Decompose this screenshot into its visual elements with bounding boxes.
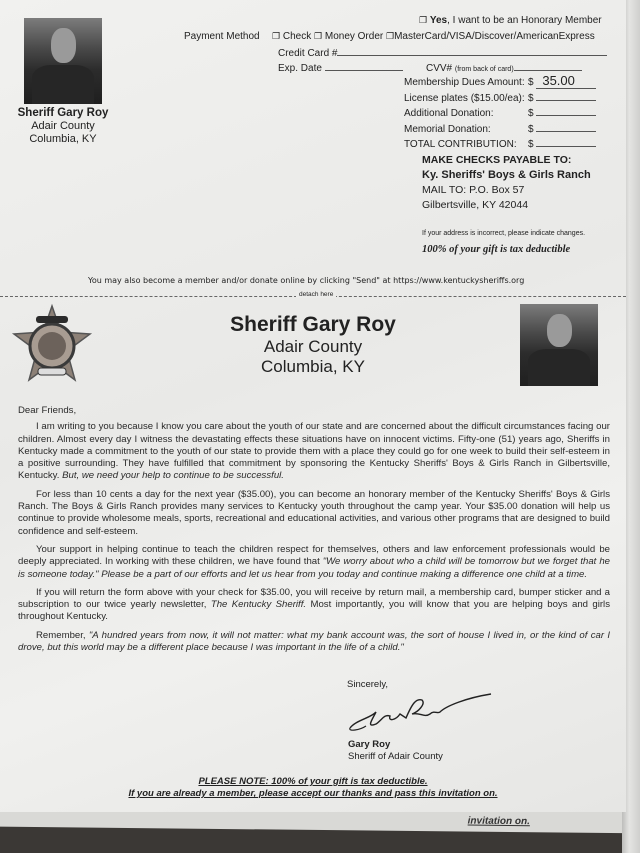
sender-name: Sheriff Gary Roy: [17, 107, 109, 119]
checkbox-icon: ❐: [272, 31, 281, 41]
payable-name: Ky. Sheriffs' Boys & Girls Ranch: [422, 169, 591, 181]
signer-block: [348, 739, 443, 763]
amount-label: Membership Dues Amount:: [404, 77, 525, 88]
tax-note: 100% of your gift is tax deductible: [422, 244, 571, 255]
checkbox-icon: ❐: [386, 31, 395, 41]
paragraph-4: [18, 587, 610, 624]
amount-value[interactable]: 35.00: [536, 75, 596, 89]
amount-label: Memorial Donation:: [404, 123, 491, 135]
cvv-note: (from back of card): [454, 66, 514, 73]
amount-label: Additional Donation:: [404, 108, 494, 119]
paragraph-5: [18, 630, 610, 655]
sender-city: Columbia, KY: [29, 133, 97, 145]
italic-text: But, we need your help to continue to be successful.: [62, 470, 284, 482]
text: Most importantly, you will know that you are helping boys and girls throughout Kentucky.: [18, 599, 610, 623]
heading-city: Columbia, KY: [261, 357, 365, 376]
payable-heading: MAKE CHECKS PAYABLE TO:: [422, 154, 572, 166]
credit-card-field[interactable]: [278, 46, 607, 59]
sheriff-photo-letter: [520, 304, 598, 386]
checkbox-icon: ❐: [314, 31, 323, 41]
online-donate-note: You may also become a member and/or donate online by clicking "Send" at https://www.kentuckysheriffs.org: [88, 276, 525, 285]
cvv-label: CVV#: [426, 63, 453, 74]
heading-name: Sheriff Gary Roy: [230, 313, 396, 336]
amount-row[interactable]: [404, 91, 596, 107]
amount-row[interactable]: [404, 106, 596, 122]
letter-heading: [150, 313, 476, 377]
text: For less than 10 cents a day for the next year ($35.00), you can become an honorary member of the Kentucky Sheriffs' Boys & Girls Ranch. The Boys & Girls Ranch provides many services to Kentucky youth throughout the camp year. Your $35.00 donation will help us continue to provide wholesome meals, sports, recreational and educational activities, and various other programs that are designed to build confidence and self-esteem.: [18, 488, 610, 537]
sender-block: [0, 107, 126, 146]
exp-date-field[interactable]: [278, 61, 403, 74]
payment-options: [272, 31, 595, 42]
paragraph-3: [18, 544, 610, 581]
amount-value[interactable]: [536, 91, 596, 101]
italic-text: "A hundred years from now, it will not matter: what my bank account was, the sort of house I lived in, or the kind of car I drove, but this world may be a different place because I was important in the life of a child.": [18, 629, 611, 654]
ranch-badge-logo: [8, 302, 96, 386]
text: Your support in helping continue to teach the children respect for themselves, others and law enforcement professionals would be deeply appreciated. In working with these children, we have found that: [18, 543, 610, 568]
currency: $: [528, 77, 534, 88]
signer-title: Sheriff of Adair County: [348, 751, 443, 762]
paragraph-2: [18, 489, 610, 538]
amount-label: TOTAL CONTRIBUTION:: [404, 139, 517, 150]
tax-deductible-note: PLEASE NOTE: 100% of your gift is tax deductible.: [198, 776, 428, 787]
letter-body: [18, 405, 610, 660]
option-label: Money Order: [324, 31, 384, 42]
closing: Sincerely,: [347, 679, 389, 690]
signature: [346, 690, 496, 735]
currency: $: [528, 123, 534, 135]
amount-value[interactable]: [536, 137, 596, 147]
underlying-page-text: invitation on.: [467, 815, 530, 828]
honorary-member-checkbox[interactable]: [419, 15, 602, 26]
italic-text: "We worry about who a child will be tomorrow but we forget that he is someone today." Please be a part of our efforts and let us hear from you today and continue making a difference one child at a time.: [18, 556, 610, 580]
mail-city: Gilbertsville, KY 42044: [422, 199, 529, 211]
option-label: Check: [282, 31, 312, 42]
payment-method-label: Payment Method: [184, 31, 260, 42]
amount-label: License plates ($15.00/ea):: [404, 92, 525, 104]
mail-to: MAIL TO: P.O. Box 57: [422, 184, 525, 196]
paragraph-1: [18, 421, 610, 482]
amounts-list: [404, 75, 596, 153]
amount-row[interactable]: [404, 122, 596, 138]
address-note: If your address is incorrect, please indicate changes.: [422, 230, 586, 237]
amount-row[interactable]: [404, 75, 596, 91]
text: I am writing to you because I know you care about the youth of our state and are concerned about the difficult circumstances facing our children. Almost every day I witness the devastating effects these situations have on innocent victims. Fifty-one (51) years ago, Sheriffs in Kentucky made a commitment to the youth of our state to provide them with a place they could go for one week to build their self-esteem in a positive surrounding. They have fulfilled that commitment by sponsoring the Kentucky Sheriffs' Boys & Girls Ranch in Gilbertsville, Kentucky.: [18, 421, 610, 482]
yes-text: , I want to be an Honorary Member: [447, 15, 602, 26]
text: Remember,: [36, 629, 89, 641]
option-money-order[interactable]: [314, 31, 383, 42]
amount-value[interactable]: [536, 122, 596, 132]
heading-county: Adair County: [263, 337, 363, 356]
text: If you will return the form above with your check for $35.00, you will receive by return mail, a membership card, bumper sticker and a subscription to our twice yearly newsletter,: [18, 586, 610, 611]
currency: $: [528, 139, 534, 150]
detach-label: detach here: [296, 291, 336, 298]
option-label: MasterCard/VISA/Discover/AmericanExpress: [394, 31, 595, 42]
option-credit-card[interactable]: [386, 31, 595, 42]
sender-county: Adair County: [31, 120, 95, 132]
payable-block: [422, 153, 591, 213]
footer-notes: [0, 776, 626, 800]
amount-value[interactable]: [536, 106, 596, 116]
option-check[interactable]: [272, 31, 311, 42]
yes-label: Yes: [429, 15, 448, 26]
credit-card-label: Credit Card #: [278, 48, 338, 59]
exp-date-label: Exp. Date: [278, 63, 322, 74]
currency: $: [528, 108, 534, 119]
salutation: Dear Friends,: [18, 405, 77, 416]
member-thanks-note: If you are already a member, please accept our thanks and pass this invitation on.: [128, 788, 498, 799]
amount-row[interactable]: [404, 137, 596, 153]
currency: $: [528, 92, 534, 104]
italic-text: The Kentucky Sheriff.: [210, 599, 307, 611]
sheriff-photo: [24, 18, 102, 104]
signer-name: Gary Roy: [348, 739, 391, 750]
checkbox-icon: ❐: [419, 15, 428, 25]
